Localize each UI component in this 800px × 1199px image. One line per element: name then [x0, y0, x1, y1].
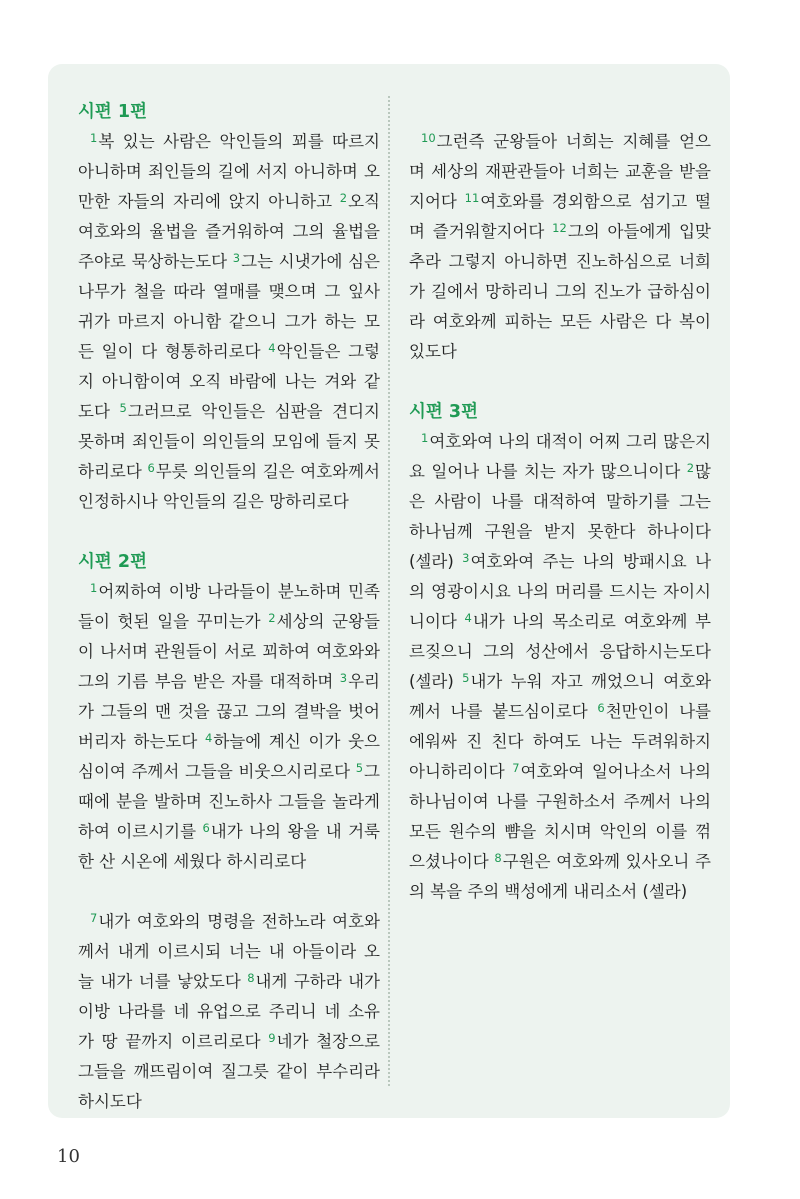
verse-number: 5: [462, 671, 470, 685]
psalm2-paragraph-3: [409, 127, 711, 367]
verse-number: 6: [202, 821, 210, 835]
verse-text: 그러므로 악인들은 심판을 견디지 못하며 죄인들이 의인들의 모임에 들지 못하리로다: [78, 402, 380, 481]
verse-text: 천만인이 나를 에워싸 진 친다 하여도 나는 두려워하지 아니하리이다: [409, 702, 711, 781]
psalm2-title: 시편 2편: [78, 552, 147, 572]
left-column: [78, 97, 380, 1117]
verse-number: 1: [421, 431, 429, 445]
page-number: 10: [57, 1146, 80, 1167]
verse-text: 내가 나의 왕을 내 거룩한 산 시온에 세웠다 하시리로다: [78, 822, 380, 871]
verse-text: 여호와여 일어나소서 나의 하나님이여 나를 구원하소서 주께서 나의 모든 원수의 뺨을 치시며 악인의 이를 꺾으셨나이다: [409, 762, 711, 871]
verse-text: 구원은 여호와께 있사오니 주의 복을 주의 백성에게 내리소서 (셀라): [409, 852, 711, 901]
psalm3-title: 시편 3편: [409, 402, 478, 422]
verse-number: 2: [339, 191, 348, 205]
verse-number: 4: [268, 341, 276, 355]
verse-text: 무릇 의인들의 길은 여호와께서 인정하시나 악인들의 길은 망하리로다: [78, 462, 380, 511]
verse-number: 7: [512, 761, 520, 775]
verse-text: 우리가 그들의 맨 것을 끊고 그의 결박을 벗어 버리자 하는도다: [78, 672, 380, 751]
verse-number: 8: [247, 971, 255, 985]
psalm3-paragraph: [409, 427, 711, 907]
verse-text: 여호와여 주는 나의 방패시요 나의 영광이시요 나의 머리를 드시는 자이시니이다: [409, 552, 712, 631]
verse-text: 악인들은 그렇지 아니함이여 오직 바람에 나는 겨와 같도다: [78, 342, 380, 421]
verse-text: 그 때에 분을 발하며 진노하사 그들을 놀라게 하여 이르시기를: [78, 762, 380, 841]
psalm2-paragraph-1: [78, 577, 380, 877]
verse-text: 복 있는 사람은 악인들의 꾀를 따르지 아니하며 죄인들의 길에 서지 아니하며 오만한 자들의 자리에 앉지 아니하고: [78, 132, 380, 211]
verse-text: 내가 누워 자고 깨었으니 여호와께서 나를 붙드심이로다: [409, 672, 712, 721]
verse-number: 3: [232, 251, 241, 265]
verse-text: 어찌하여 이방 나라들이 분노하며 민족들이 헛된 일을 꾸미는가: [78, 582, 380, 631]
verse-number: 3: [339, 671, 348, 685]
verse-text: 하늘에 계신 이가 웃으심이여 주께서 그들을 비웃으시리로다: [78, 732, 380, 781]
verse-number: 11: [464, 191, 480, 205]
psalm1-paragraph: [78, 127, 380, 517]
verse-text: 내가 여호와의 명령을 전하노라 여호와께서 내게 이르시되 너는 내 아들이라 오늘 내가 너를 낳았도다: [78, 912, 380, 991]
verse-number: 8: [494, 851, 502, 865]
verse-text: 여호와를 경외함으로 섬기고 떨며 즐거워할지어다: [409, 192, 711, 241]
verse-number: 5: [119, 401, 127, 415]
verse-number: 1: [90, 581, 98, 595]
verse-text: 그런즉 군왕들아 너희는 지혜를 얻으며 세상의 재판관들아 너희는 교훈을 받을지어다: [409, 132, 711, 211]
verse-number: 7: [90, 911, 98, 925]
verse-number: 5: [355, 761, 364, 775]
verse-text: 많은 사람이 나를 대적하여 말하기를 그는 하나님께 구원을 받지 못한다 하나이다 (셀라): [409, 462, 711, 571]
psalm1-title: 시편 1편: [78, 102, 147, 122]
verse-text: 오직 여호와의 율법을 즐거워하여 그의 율법을 주야로 묵상하는도다: [78, 192, 380, 271]
verse-text: 내가 나의 목소리로 여호와께 부르짖으니 그의 성산에서 응답하시는도다 (셀라): [409, 612, 711, 691]
verse-text: 내게 구하라 내가 이방 나라를 네 유업으로 주리니 네 소유가 땅 끝까지 이르리로다: [78, 972, 380, 1051]
verse-number: 6: [147, 461, 155, 475]
verse-text: 세상의 군왕들이 나서며 관원들이 서로 꾀하여 여호와와 그의 기름 부음 받은 자를 대적하며: [78, 612, 380, 691]
verse-number: 10: [421, 131, 436, 145]
psalm2-paragraph-2: [78, 907, 380, 1117]
verse-number: 3: [462, 551, 470, 565]
verse-number: 4: [205, 731, 213, 745]
verse-text: 그는 시냇가에 심은 나무가 철을 따라 열매를 맺으며 그 잎사귀가 마르지 아니함 같으니 그가 하는 모든 일이 다 형통하리로다: [78, 252, 380, 361]
verse-text: 그의 아들에게 입맞추라 그렇지 아니하면 진노하심으로 너희가 길에서 망하리니 그의 진노가 급하심이라 여호와께 피하는 모든 사람은 다 복이 있도다: [409, 222, 711, 361]
verse-number: 1: [90, 131, 98, 145]
verse-number: 2: [686, 461, 695, 475]
verse-number: 6: [597, 701, 605, 715]
verse-text: 네가 철장으로 그들을 깨뜨림이여 질그릇 같이 부수리라 하시도다: [78, 1032, 380, 1111]
verse-number: 2: [268, 611, 276, 625]
right-column: [409, 97, 711, 907]
verse-number: 4: [464, 611, 472, 625]
verse-number: 12: [552, 221, 567, 235]
column-divider: [388, 96, 390, 1086]
verse-text: 여호와여 나의 대적이 어찌 그리 많은지요 일어나 나를 치는 자가 많으니이다: [409, 432, 711, 481]
verse-number: 9: [268, 1031, 276, 1045]
